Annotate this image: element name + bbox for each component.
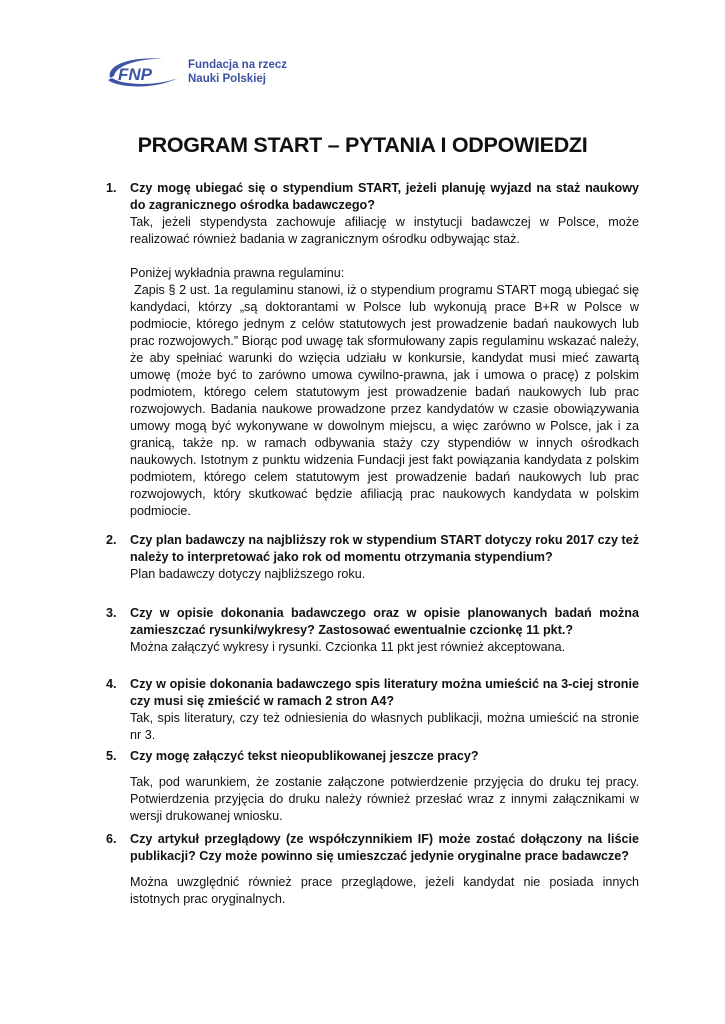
question: Czy mogę ubiegać się o stypendium START, jeżeli planuję wyjazd na staż naukowy do zagranicznego ośrodka badawczego? [130,181,639,212]
question: Czy plan badawczy na najbliższy rok w stypendium START dotyczy roku 2017 czy też należy to interpretować jako rok od momentu otrzymania stypendium? [130,533,639,564]
answer: Tak, pod warunkiem, że zostanie załączone potwierdzenie przyjęcia do druku tej pracy. Potwierdzenia przyjęcia do druku należy również przesłać wraz z innymi załącznikami w wersji drukowanej wniosku. [130,775,639,823]
legal-text: Zapis § 2 ust. 1a regulaminu stanowi, iż o stypendium programu START mogą ubiegać się kandydaci, którzy „są doktorantami w Polsce lub wykonują prace B+R w Polsce w podmiocie, którego jednym z celów statutowych jest prowadzenie badań naukowych lub prac rozwojowych.” Biorąc pod uwagę tak sformułowany zapis regulaminu wskazać należy, że aby spełniać warunki do wzięcia udziału w konkursie, kandydat musi mieć zawartą umowę (może być to zarówno umowa cywilno-prawna, jak i umowa o pracę) z polskim podmiotem, którego celem statutowym jest prowadzenie badań naukowych lub prac rozwojowych. Badania naukowe prowadzone przez kandydatów w czasie obowiązywania umowy mogą być wykonywane w dowolnym miejscu, a więc zarówno w Polsce, jak i za granicą, także np. w ramach odbywania staży czy stypendiów w innych ośrodkach naukowych. Istotnym z punktu widzenia Fundacji jest fakt powiązania kandydata z polskim podmiotem, którego celem statutowym jest prowadzenie badań naukowych lub prac rozwojowych, który skutkować będzie afiliacją prac naukowych kandydata w polskim podmiocie. [130,283,639,518]
item-number: 4. [106,677,117,691]
item-number: 5. [106,749,117,763]
fnp-logo-mark-icon [104,54,182,90]
fnp-logo[interactable] [104,54,287,90]
answer: Tak, spis literatury, czy też odniesienia do własnych publikacji, można umieścić na stronie nr 3. [130,711,639,742]
logo-line-2: Nauki Polskiej [188,73,266,85]
question: Czy w opisie dokonania badawczego oraz w opisie planowanych badań można zamieszczać rysunki/wykresy? Zastosować ewentualnie czcionkę 11 pkt.? [130,606,639,637]
item-number: 6. [106,832,117,846]
page-title: PROGRAM START – PYTANIA I ODPOWIEDZI [137,133,588,157]
item-number: 1. [106,181,117,195]
answer: Tak, jeżeli stypendysta zachowuje afiliację w instytucji badawczej w Polsce, może realizować również badania w zagranicznym ośrodku odbywając staż. [130,215,639,246]
logo-line-1: Fundacja na rzecz [188,59,288,71]
question: Czy w opisie dokonania badawczego spis literatury można umieścić na 3-ciej stronie czy musi się zmieścić w ramach 2 stron A4? [130,677,639,708]
logo-text [188,58,287,86]
item-number: 2. [106,533,117,547]
answer: Plan badawczy dotyczy najbliższego roku. [130,567,366,581]
answer: Można uwzględnić również prace przeglądowe, jeżeli kandydat nie posiada innych istotnych prac oryginalnych. [130,875,639,906]
question: Czy mogę załączyć tekst nieopublikowanej jeszcze pracy? [130,749,479,763]
question: Czy artykuł przeglądowy (ze współczynnikiem IF) może zostać dołączony na liście publikacji? Czy może powinno się umieszczać jedynie oryginalne prace badawcze? [130,832,639,863]
item-number: 3. [106,606,117,620]
fnp-logo-mark-text: FNP [118,65,152,84]
answer: Można załączyć wykresy i rysunki. Czcionka 11 pkt jest również akceptowana. [130,640,566,654]
legal-intro: Poniżej wykładnia prawna regulaminu: [130,266,345,280]
